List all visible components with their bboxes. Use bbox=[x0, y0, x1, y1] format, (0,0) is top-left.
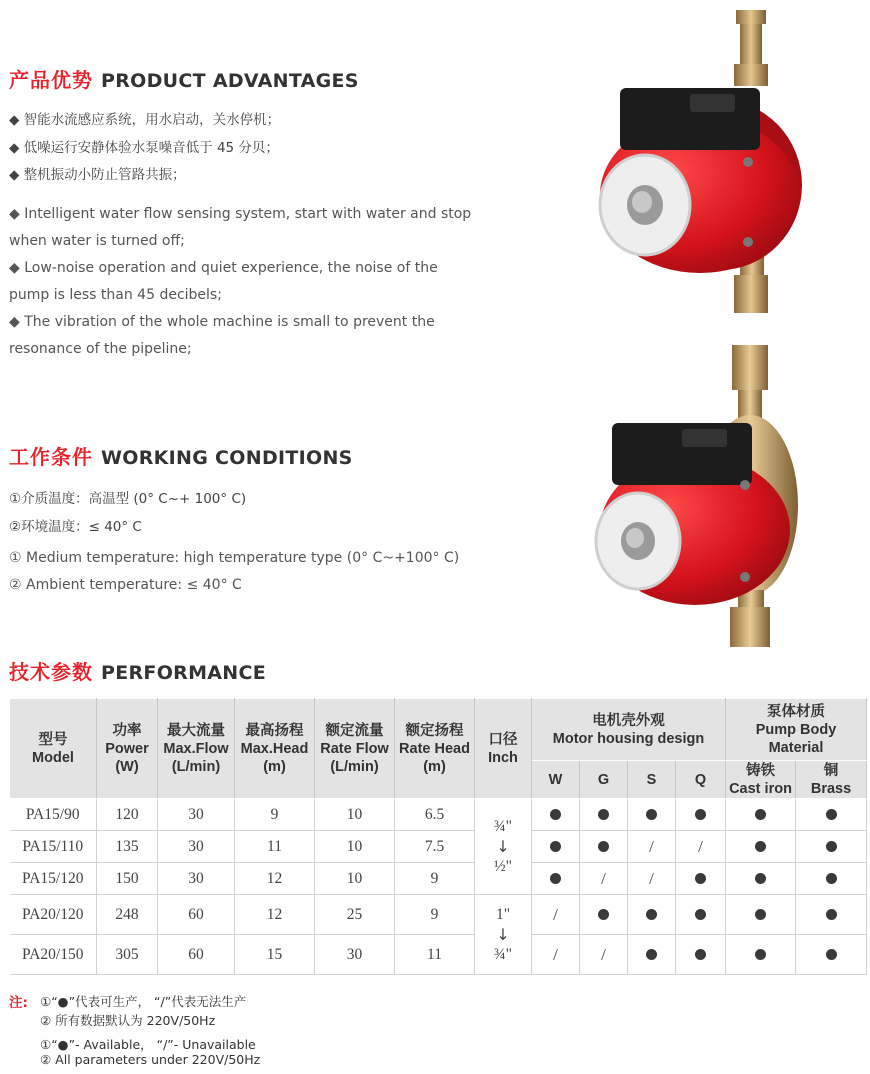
cell-ratehead: 7.5 bbox=[395, 831, 475, 863]
advantage-cn-3: ◆ 整机振动小防止管路共振； bbox=[9, 167, 186, 183]
cell-g bbox=[580, 799, 628, 831]
cell-brass bbox=[796, 895, 867, 935]
cell-q bbox=[676, 863, 726, 895]
cell-power: 150 bbox=[97, 863, 158, 895]
cell-q bbox=[676, 895, 726, 935]
cell-cast-iron bbox=[726, 935, 796, 975]
available-dot-icon bbox=[598, 809, 609, 820]
table-row bbox=[10, 935, 867, 975]
cell-maxflow: 30 bbox=[158, 799, 235, 831]
performance-title-en: PERFORMANCE bbox=[101, 662, 267, 684]
cell-w bbox=[532, 895, 580, 935]
performance-title-cn: 技术参数 bbox=[9, 660, 93, 684]
cell-s bbox=[628, 935, 676, 975]
cell-rateflow: 10 bbox=[315, 863, 395, 895]
cell-s bbox=[628, 831, 676, 863]
col-inch: 口径 Inch bbox=[475, 699, 532, 799]
cell-ratehead: 6.5 bbox=[395, 799, 475, 831]
available-dot-icon bbox=[646, 949, 657, 960]
available-dot-icon bbox=[695, 949, 706, 960]
available-dot-icon bbox=[598, 841, 609, 852]
available-dot-icon bbox=[550, 841, 561, 852]
table-row bbox=[10, 863, 867, 895]
cell-maxflow: 30 bbox=[158, 863, 235, 895]
available-dot-icon bbox=[646, 909, 657, 920]
cell-power: 305 bbox=[97, 935, 158, 975]
pump-image-brass bbox=[590, 345, 820, 650]
conditions-heading bbox=[9, 441, 353, 470]
cell-rateflow: 10 bbox=[315, 831, 395, 863]
condition-cn-1: ①介质温度：高温型 (0° C~+ 100° C) bbox=[9, 491, 247, 507]
col-g: G bbox=[580, 761, 628, 799]
cell-ratehead: 9 bbox=[395, 863, 475, 895]
cell-brass bbox=[796, 935, 867, 975]
available-dot-icon bbox=[826, 841, 837, 852]
cell-g bbox=[580, 863, 628, 895]
col-maxflow: 最大流量 Max.Flow (L/min) bbox=[158, 699, 235, 799]
col-ratehead: 额定扬程 Rate Head (m) bbox=[395, 699, 475, 799]
advantage-cn-2: ◆ 低噪运行安静体验水泵噪音低于 45 分贝； bbox=[9, 140, 279, 156]
conditions-title-en: WORKING CONDITIONS bbox=[101, 447, 353, 469]
advantage-en-3a: ◆ The vibration of the whole machine is small to prevent the bbox=[9, 314, 435, 330]
note-en-1: ①“●”- Available， “/”- Unavailable bbox=[40, 1037, 256, 1052]
advantage-en-3b: resonance of the pipeline; bbox=[9, 341, 192, 357]
available-dot-icon bbox=[755, 949, 766, 960]
cell-brass bbox=[796, 831, 867, 863]
cell-g bbox=[580, 895, 628, 935]
col-housing: 电机壳外观 Motor housing design bbox=[532, 699, 726, 761]
cell-s bbox=[628, 799, 676, 831]
available-dot-icon bbox=[826, 873, 837, 884]
cell-maxflow: 60 bbox=[158, 895, 235, 935]
note-cn-1: ①“●”代表可生产， “/”代表无法生产 bbox=[40, 994, 247, 1009]
cell-w bbox=[532, 935, 580, 975]
performance-table bbox=[9, 698, 867, 975]
cell-power: 135 bbox=[97, 831, 158, 863]
available-dot-icon bbox=[755, 909, 766, 920]
col-maxhead: 最高扬程 Max.Head (m) bbox=[235, 699, 315, 799]
advantage-en-2a: ◆ Low-noise operation and quiet experience, the noise of the bbox=[9, 260, 438, 276]
cell-s bbox=[628, 863, 676, 895]
table-row bbox=[10, 895, 867, 935]
available-dot-icon bbox=[695, 909, 706, 920]
advantage-en-1b: when water is turned off; bbox=[9, 233, 185, 249]
cell-cast-iron bbox=[726, 831, 796, 863]
unavailable-slash: / bbox=[649, 836, 654, 856]
condition-cn-2: ②环境温度：≤ 40° C bbox=[9, 519, 142, 535]
pump-image-red bbox=[590, 10, 820, 315]
cell-model: PA20/120 bbox=[10, 895, 97, 935]
cell-cast-iron bbox=[726, 863, 796, 895]
cell-ratehead: 9 bbox=[395, 895, 475, 935]
cell-inch-group-a: ¾" ↓ ½" bbox=[475, 799, 532, 895]
available-dot-icon bbox=[550, 873, 561, 884]
cell-maxhead: 11 bbox=[235, 831, 315, 863]
cell-model: PA20/150 bbox=[10, 935, 97, 975]
available-dot-icon bbox=[550, 809, 561, 820]
cell-maxflow: 60 bbox=[158, 935, 235, 975]
cell-rateflow: 25 bbox=[315, 895, 395, 935]
unavailable-slash: / bbox=[601, 944, 606, 964]
cell-w bbox=[532, 863, 580, 895]
col-s: S bbox=[628, 761, 676, 799]
unavailable-slash: / bbox=[553, 944, 558, 964]
cell-brass bbox=[796, 799, 867, 831]
cell-w bbox=[532, 831, 580, 863]
available-dot-icon bbox=[646, 809, 657, 820]
cell-q bbox=[676, 799, 726, 831]
cell-maxhead: 12 bbox=[235, 895, 315, 935]
col-power: 功率 Power (W) bbox=[97, 699, 158, 799]
cell-maxhead: 15 bbox=[235, 935, 315, 975]
available-dot-icon bbox=[826, 909, 837, 920]
note-cn-2: ② 所有数据默认为 220V/50Hz bbox=[40, 1013, 216, 1028]
performance-heading bbox=[9, 656, 266, 685]
available-dot-icon bbox=[826, 809, 837, 820]
condition-en-1: ① Medium temperature: high temperature type (0° C~+100° C) bbox=[9, 550, 460, 566]
condition-en-2: ② Ambient temperature: ≤ 40° C bbox=[9, 577, 242, 593]
col-cast-iron: 铸铁 Cast iron bbox=[726, 761, 796, 799]
cell-g bbox=[580, 831, 628, 863]
cell-maxhead: 12 bbox=[235, 863, 315, 895]
cell-inch-group-b: 1" ↓ ¾" bbox=[475, 895, 532, 975]
col-w: W bbox=[532, 761, 580, 799]
cell-maxflow: 30 bbox=[158, 831, 235, 863]
notes-label: 注: bbox=[9, 995, 28, 1011]
available-dot-icon bbox=[826, 949, 837, 960]
advantages-title-cn: 产品优势 bbox=[9, 68, 93, 92]
available-dot-icon bbox=[755, 809, 766, 820]
cell-cast-iron bbox=[726, 895, 796, 935]
available-dot-icon bbox=[755, 841, 766, 852]
advantage-en-2b: pump is less than 45 decibels; bbox=[9, 287, 222, 303]
cell-w bbox=[532, 799, 580, 831]
cell-s bbox=[628, 895, 676, 935]
cell-brass bbox=[796, 863, 867, 895]
note-en-2: ② All parameters under 220V/50Hz bbox=[40, 1052, 261, 1067]
table-row bbox=[10, 831, 867, 863]
available-dot-icon bbox=[598, 909, 609, 920]
cell-power: 248 bbox=[97, 895, 158, 935]
cell-rateflow: 30 bbox=[315, 935, 395, 975]
cell-rateflow: 10 bbox=[315, 799, 395, 831]
conditions-title-cn: 工作条件 bbox=[9, 445, 93, 469]
unavailable-slash: / bbox=[649, 868, 654, 888]
col-model: 型号 Model bbox=[10, 699, 97, 799]
available-dot-icon bbox=[695, 873, 706, 884]
table-row bbox=[10, 799, 867, 831]
advantage-en-1a: ◆ Intelligent water flow sensing system, start with water and stop bbox=[9, 206, 472, 222]
cell-model: PA15/90 bbox=[10, 799, 97, 831]
cell-q bbox=[676, 831, 726, 863]
cell-model: PA15/110 bbox=[10, 831, 97, 863]
unavailable-slash: / bbox=[601, 868, 606, 888]
col-body: 泵体材质 Pump Body Material bbox=[726, 699, 867, 761]
cell-model: PA15/120 bbox=[10, 863, 97, 895]
col-rateflow: 额定流量 Rate Flow (L/min) bbox=[315, 699, 395, 799]
available-dot-icon bbox=[695, 809, 706, 820]
cell-cast-iron bbox=[726, 799, 796, 831]
unavailable-slash: / bbox=[698, 836, 703, 856]
cell-power: 120 bbox=[97, 799, 158, 831]
cell-q bbox=[676, 935, 726, 975]
cell-g bbox=[580, 935, 628, 975]
unavailable-slash: / bbox=[553, 904, 558, 924]
col-q: Q bbox=[676, 761, 726, 799]
advantage-cn-1: ◆ 智能水流感应系统，用水启动，关水停机； bbox=[9, 112, 281, 128]
cell-maxhead: 9 bbox=[235, 799, 315, 831]
available-dot-icon bbox=[755, 873, 766, 884]
col-brass: 铜 Brass bbox=[796, 761, 867, 799]
cell-ratehead: 11 bbox=[395, 935, 475, 975]
advantages-title-en: PRODUCT ADVANTAGES bbox=[101, 70, 359, 92]
advantages-heading bbox=[9, 64, 359, 93]
